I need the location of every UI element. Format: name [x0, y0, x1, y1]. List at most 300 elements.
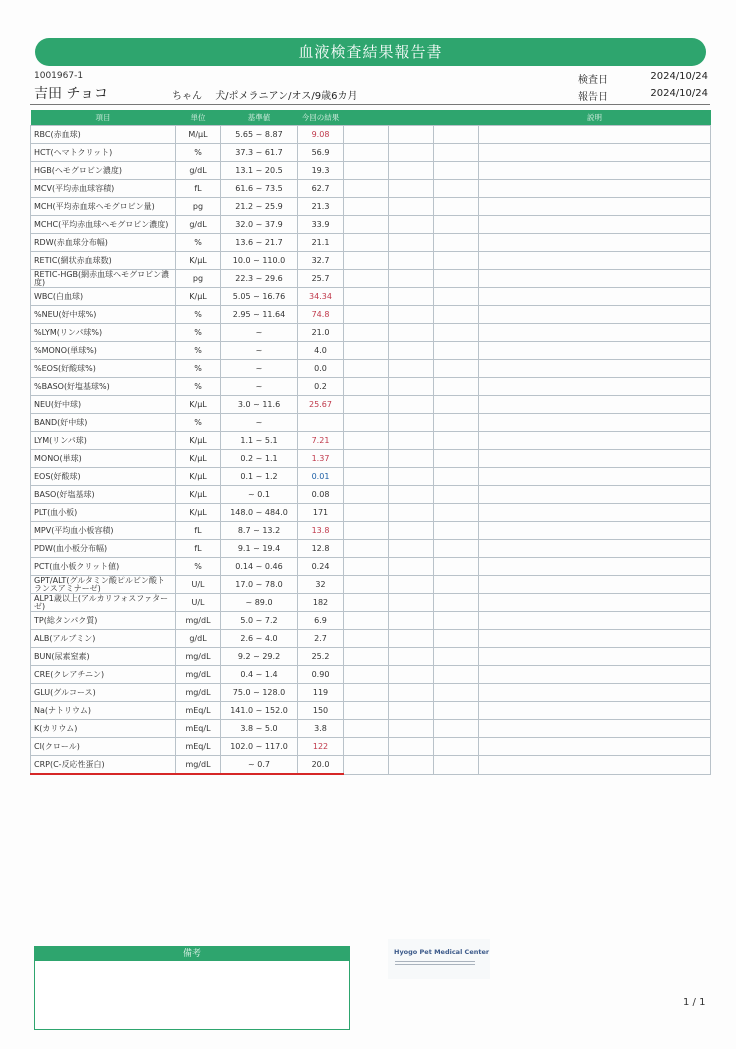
cell-blank: [434, 216, 479, 234]
cell-unit: %: [176, 144, 221, 162]
cell-reference: 21.2 ~ 25.9: [221, 198, 298, 216]
cell-item: BAND(好中球): [31, 414, 176, 432]
cell-blank: [389, 576, 434, 594]
cell-unit: fL: [176, 540, 221, 558]
cell-blank: [344, 738, 389, 756]
cell-result: 21.1: [298, 234, 344, 252]
cell-reference: 9.1 ~ 19.4: [221, 540, 298, 558]
cell-blank: [344, 684, 389, 702]
cell-result: 32.7: [298, 252, 344, 270]
cell-unit: %: [176, 360, 221, 378]
cell-blank: [434, 450, 479, 468]
cell-result: 0.0: [298, 360, 344, 378]
cell-blank: [344, 234, 389, 252]
cell-blank: [344, 612, 389, 630]
table-row: [31, 306, 711, 324]
cell-unit: mEq/L: [176, 702, 221, 720]
table-row: [31, 504, 711, 522]
cell-blank: [344, 666, 389, 684]
cell-blank: [434, 252, 479, 270]
cell-blank: [389, 252, 434, 270]
cell-blank: [344, 414, 389, 432]
cell-blank: [344, 522, 389, 540]
cell-reference: 0.4 ~ 1.4: [221, 666, 298, 684]
cell-reference: 0.14 ~ 0.46: [221, 558, 298, 576]
cell-blank: [389, 594, 434, 612]
cell-blank: [389, 414, 434, 432]
cell-result: 13.8: [298, 522, 344, 540]
cell-reference: 0.1 ~ 1.2: [221, 468, 298, 486]
cell-reference: ~: [221, 414, 298, 432]
cell-reference: 3.0 ~ 11.6: [221, 396, 298, 414]
cell-reference: 0.2 ~ 1.1: [221, 450, 298, 468]
cell-blank: [434, 324, 479, 342]
cell-blank: [389, 234, 434, 252]
cell-unit: K/μL: [176, 486, 221, 504]
cell-reference: 9.2 ~ 29.2: [221, 648, 298, 666]
cell-reference: 37.3 ~ 61.7: [221, 144, 298, 162]
cell-result: 25.67: [298, 396, 344, 414]
cell-unit: %: [176, 234, 221, 252]
table-row: [31, 270, 711, 288]
table-row: [31, 144, 711, 162]
cell-blank: [434, 144, 479, 162]
cell-result: 4.0: [298, 342, 344, 360]
cell-blank: [434, 270, 479, 288]
cell-blank: [389, 522, 434, 540]
cell-blank: [434, 396, 479, 414]
cell-blank: [389, 720, 434, 738]
cell-blank: [344, 162, 389, 180]
cell-blank: [389, 324, 434, 342]
header-reference: 基準値: [221, 110, 298, 126]
cell-result: 171: [298, 504, 344, 522]
clinic-name: Hyogo Pet Medical Center: [394, 948, 490, 956]
cell-blank: [389, 504, 434, 522]
cell-item: BASO(好塩基球): [31, 486, 176, 504]
table-row: [31, 126, 711, 144]
cell-description: [479, 414, 711, 432]
cell-reference: 5.05 ~ 16.76: [221, 288, 298, 306]
cell-description: [479, 324, 711, 342]
cell-blank: [344, 144, 389, 162]
cell-reference: 8.7 ~ 13.2: [221, 522, 298, 540]
cell-blank: [389, 612, 434, 630]
cell-description: [479, 432, 711, 450]
cell-result: 7.21: [298, 432, 344, 450]
cell-blank: [389, 198, 434, 216]
report-title: 血液検査結果報告書: [35, 38, 706, 66]
cell-item: %MONO(単球%): [31, 342, 176, 360]
table-row: [31, 252, 711, 270]
cell-unit: %: [176, 378, 221, 396]
cell-item: HGB(ヘモグロビン濃度): [31, 162, 176, 180]
cell-item: EOS(好酸球): [31, 468, 176, 486]
cell-blank: [344, 252, 389, 270]
cell-unit: mEq/L: [176, 720, 221, 738]
table-row: [31, 180, 711, 198]
header-description: 説明: [479, 110, 711, 126]
cell-blank: [434, 126, 479, 144]
cell-item: PCT(血小板クリット値): [31, 558, 176, 576]
table-row: [31, 612, 711, 630]
cell-blank: [344, 324, 389, 342]
cell-item: ALB(アルブミン): [31, 630, 176, 648]
cell-blank: [434, 198, 479, 216]
cell-item: ALP1歳以上(アルカリフォスファターゼ): [31, 594, 176, 612]
cell-reference: 5.0 ~ 7.2: [221, 612, 298, 630]
cell-blank: [434, 576, 479, 594]
cell-result: 25.7: [298, 270, 344, 288]
cell-unit: %: [176, 306, 221, 324]
header-blank-3: [434, 110, 479, 126]
cell-blank: [434, 180, 479, 198]
cell-result: 0.01: [298, 468, 344, 486]
cell-blank: [389, 216, 434, 234]
cell-reference: 148.0 ~ 484.0: [221, 504, 298, 522]
cell-blank: [434, 612, 479, 630]
cell-blank: [434, 558, 479, 576]
cell-item: RBC(赤血球): [31, 126, 176, 144]
cell-item: %LYM(リンパ球%): [31, 324, 176, 342]
cell-blank: [434, 414, 479, 432]
cell-reference: ~ 0.7: [221, 756, 298, 775]
cell-result: 21.0: [298, 324, 344, 342]
cell-reference: 2.6 ~ 4.0: [221, 630, 298, 648]
cell-description: [479, 342, 711, 360]
cell-item: RETIC-HGB(網赤血球ヘモグロビン濃度): [31, 270, 176, 288]
cell-reference: 3.8 ~ 5.0: [221, 720, 298, 738]
cell-unit: g/dL: [176, 162, 221, 180]
table-row: [31, 234, 711, 252]
cell-blank: [344, 306, 389, 324]
table-row: [31, 288, 711, 306]
table-row: [31, 324, 711, 342]
table-row: [31, 594, 711, 612]
cell-item: GPT/ALT(グルタミン酸ピルビン酸トランスアミナーゼ): [31, 576, 176, 594]
cell-result: 0.24: [298, 558, 344, 576]
cell-description: [479, 756, 711, 775]
cell-description: [479, 630, 711, 648]
cell-blank: [434, 720, 479, 738]
cell-unit: mg/dL: [176, 612, 221, 630]
cell-blank: [434, 378, 479, 396]
cell-blank: [434, 234, 479, 252]
header-result: 今回の結果: [298, 110, 344, 126]
cell-blank: [434, 540, 479, 558]
cell-reference: ~ 0.1: [221, 486, 298, 504]
table-row: [31, 342, 711, 360]
cell-blank: [344, 342, 389, 360]
table-row: [31, 486, 711, 504]
cell-result: 9.08: [298, 126, 344, 144]
cell-reference: 141.0 ~ 152.0: [221, 702, 298, 720]
cell-reference: ~: [221, 324, 298, 342]
cell-unit: g/dL: [176, 216, 221, 234]
clinic-logo-card: [388, 939, 490, 979]
table-row: [31, 630, 711, 648]
table-row: [31, 684, 711, 702]
cell-reference: ~: [221, 360, 298, 378]
cell-reference: 61.6 ~ 73.5: [221, 180, 298, 198]
table-row: [31, 468, 711, 486]
cell-blank: [344, 270, 389, 288]
owner-name: 吉田 チョコ: [34, 86, 109, 102]
cell-result: 0.2: [298, 378, 344, 396]
cell-description: [479, 126, 711, 144]
cell-description: [479, 180, 711, 198]
cell-description: [479, 702, 711, 720]
cell-description: [479, 468, 711, 486]
cell-blank: [434, 522, 479, 540]
cell-item: HCT(ヘマトクリット): [31, 144, 176, 162]
cell-description: [479, 252, 711, 270]
report-date-value: 2024/10/24: [650, 88, 708, 99]
cell-unit: fL: [176, 180, 221, 198]
cell-blank: [434, 648, 479, 666]
cell-blank: [389, 288, 434, 306]
cell-reference: 17.0 ~ 78.0: [221, 576, 298, 594]
cell-blank: [389, 684, 434, 702]
cell-item: TP(総タンパク質): [31, 612, 176, 630]
cell-blank: [389, 540, 434, 558]
cell-blank: [434, 360, 479, 378]
cell-blank: [434, 630, 479, 648]
cell-unit: K/μL: [176, 450, 221, 468]
cell-result: 150: [298, 702, 344, 720]
cell-description: [479, 360, 711, 378]
cell-unit: pg: [176, 198, 221, 216]
cell-description: [479, 612, 711, 630]
cell-item: MCH(平均赤血球ヘモグロビン量): [31, 198, 176, 216]
cell-unit: K/μL: [176, 252, 221, 270]
table-row: [31, 702, 711, 720]
cell-blank: [389, 270, 434, 288]
table-header-row: [31, 110, 711, 126]
cell-blank: [389, 702, 434, 720]
cell-item: %NEU(好中球%): [31, 306, 176, 324]
exam-date-value: 2024/10/24: [650, 71, 708, 82]
cell-item: Na(ナトリウム): [31, 702, 176, 720]
cell-description: [479, 396, 711, 414]
cell-unit: fL: [176, 522, 221, 540]
cell-blank: [344, 756, 389, 775]
cell-result: 20.0: [298, 756, 344, 775]
cell-unit: K/μL: [176, 396, 221, 414]
cell-blank: [434, 486, 479, 504]
cell-description: [479, 144, 711, 162]
cell-blank: [389, 468, 434, 486]
cell-result: 1.37: [298, 450, 344, 468]
cell-result: 34.34: [298, 288, 344, 306]
cell-unit: mg/dL: [176, 684, 221, 702]
cell-description: [479, 306, 711, 324]
clinic-fine-print: [395, 961, 490, 965]
cell-reference: ~: [221, 342, 298, 360]
cell-reference: 13.1 ~ 20.5: [221, 162, 298, 180]
cell-unit: U/L: [176, 594, 221, 612]
cell-item: CRP(C-反応性蛋白): [31, 756, 176, 775]
cell-description: [479, 594, 711, 612]
cell-item: LYM(リンパ球): [31, 432, 176, 450]
cell-description: [479, 738, 711, 756]
cell-description: [479, 198, 711, 216]
cell-item: Cl(クロール): [31, 738, 176, 756]
exam-date-row: [578, 71, 708, 86]
cell-blank: [344, 126, 389, 144]
table-row: [31, 198, 711, 216]
cell-item: %EOS(好酸球%): [31, 360, 176, 378]
table-row: [31, 378, 711, 396]
header-item: 項目: [31, 110, 176, 126]
cell-description: [479, 684, 711, 702]
cell-result: 33.9: [298, 216, 344, 234]
cell-item: RETIC(網状赤血球数): [31, 252, 176, 270]
honorific: ちゃん: [172, 91, 202, 102]
table-row: [31, 540, 711, 558]
cell-result: 19.3: [298, 162, 344, 180]
record-id: 1001967-1: [34, 71, 84, 81]
cell-blank: [344, 540, 389, 558]
cell-unit: K/μL: [176, 504, 221, 522]
cell-unit: K/μL: [176, 288, 221, 306]
cell-unit: K/μL: [176, 468, 221, 486]
cell-blank: [344, 288, 389, 306]
table-row: [31, 756, 711, 775]
cell-blank: [344, 198, 389, 216]
cell-description: [479, 216, 711, 234]
results-table: [30, 110, 711, 775]
cell-blank: [434, 738, 479, 756]
cell-blank: [344, 468, 389, 486]
table-row: [31, 396, 711, 414]
table-row: [31, 450, 711, 468]
cell-blank: [389, 450, 434, 468]
cell-blank: [389, 756, 434, 775]
cell-description: [479, 378, 711, 396]
cell-blank: [389, 666, 434, 684]
cell-blank: [389, 558, 434, 576]
cell-blank: [389, 126, 434, 144]
cell-blank: [389, 738, 434, 756]
cell-item: RDW(赤血球分布幅): [31, 234, 176, 252]
cell-item: GLU(グルコース): [31, 684, 176, 702]
remarks-box: [34, 946, 350, 1030]
cell-result: 0.08: [298, 486, 344, 504]
cell-blank: [344, 216, 389, 234]
cell-result: 3.8: [298, 720, 344, 738]
cell-description: [479, 576, 711, 594]
table-row: [31, 720, 711, 738]
cell-unit: %: [176, 414, 221, 432]
report-date-label: 報告日: [578, 92, 608, 103]
cell-item: WBC(白血球): [31, 288, 176, 306]
cell-item: PLT(血小板): [31, 504, 176, 522]
cell-blank: [389, 144, 434, 162]
cell-blank: [434, 162, 479, 180]
cell-result: [298, 414, 344, 432]
cell-unit: U/L: [176, 576, 221, 594]
cell-blank: [344, 180, 389, 198]
table-row: [31, 414, 711, 432]
cell-blank: [344, 486, 389, 504]
cell-reference: 32.0 ~ 37.9: [221, 216, 298, 234]
table-row: [31, 558, 711, 576]
cell-reference: 102.0 ~ 117.0: [221, 738, 298, 756]
cell-result: 56.9: [298, 144, 344, 162]
cell-reference: ~: [221, 378, 298, 396]
cell-unit: mg/dL: [176, 648, 221, 666]
cell-result: 74.8: [298, 306, 344, 324]
cell-item: K(カリウム): [31, 720, 176, 738]
cell-description: [479, 648, 711, 666]
table-row: [31, 576, 711, 594]
cell-description: [479, 288, 711, 306]
exam-date-label: 検査日: [578, 75, 608, 86]
cell-reference: 5.65 ~ 8.87: [221, 126, 298, 144]
pet-profile: 犬/ポメラニアン/オス/9歳6カ月: [215, 91, 358, 102]
cell-description: [479, 162, 711, 180]
table-row: [31, 432, 711, 450]
cell-blank: [344, 558, 389, 576]
report-date-row: [578, 88, 708, 103]
cell-description: [479, 540, 711, 558]
cell-unit: mg/dL: [176, 756, 221, 775]
header-blank-1: [344, 110, 389, 126]
cell-blank: [389, 306, 434, 324]
cell-reference: 22.3 ~ 29.6: [221, 270, 298, 288]
cell-description: [479, 522, 711, 540]
page-indicator: 1 / 1: [683, 997, 706, 1008]
cell-blank: [434, 468, 479, 486]
cell-result: 12.8: [298, 540, 344, 558]
cell-description: [479, 450, 711, 468]
cell-unit: M/μL: [176, 126, 221, 144]
table-row: [31, 522, 711, 540]
cell-description: [479, 720, 711, 738]
cell-blank: [434, 288, 479, 306]
cell-blank: [389, 342, 434, 360]
cell-unit: K/μL: [176, 432, 221, 450]
cell-item: MCV(平均赤血球容積): [31, 180, 176, 198]
cell-unit: %: [176, 558, 221, 576]
cell-unit: g/dL: [176, 630, 221, 648]
header-blank-2: [389, 110, 434, 126]
cell-blank: [344, 432, 389, 450]
cell-blank: [434, 756, 479, 775]
cell-result: 6.9: [298, 612, 344, 630]
cell-result: 119: [298, 684, 344, 702]
cell-description: [479, 504, 711, 522]
cell-description: [479, 234, 711, 252]
cell-blank: [344, 504, 389, 522]
cell-result: 0.90: [298, 666, 344, 684]
cell-blank: [434, 666, 479, 684]
cell-blank: [389, 486, 434, 504]
cell-blank: [434, 684, 479, 702]
cell-blank: [344, 648, 389, 666]
cell-result: 21.3: [298, 198, 344, 216]
cell-blank: [434, 306, 479, 324]
pet-info: [172, 87, 368, 102]
table-row: [31, 162, 711, 180]
cell-blank: [344, 720, 389, 738]
cell-blank: [344, 576, 389, 594]
cell-item: CRE(クレアチニン): [31, 666, 176, 684]
cell-unit: pg: [176, 270, 221, 288]
cell-result: 122: [298, 738, 344, 756]
cell-description: [479, 486, 711, 504]
